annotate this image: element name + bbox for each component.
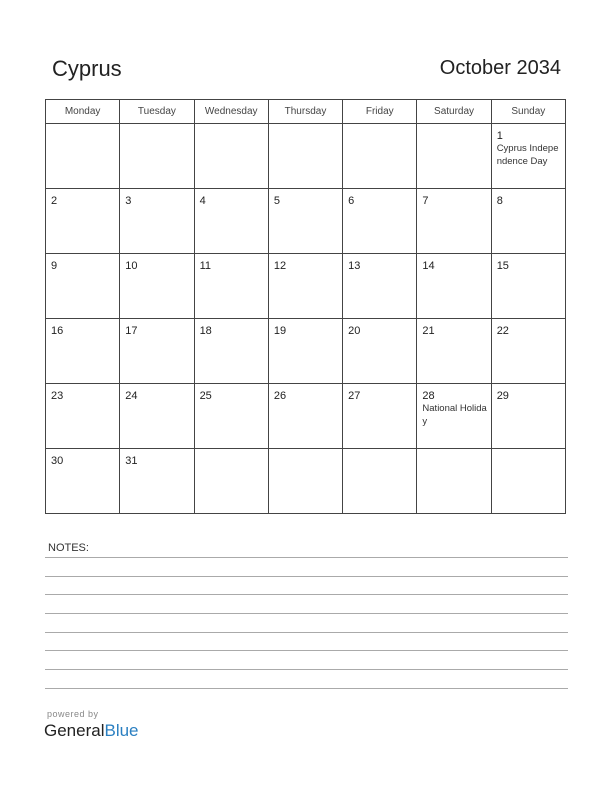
calendar-grid	[45, 99, 566, 514]
day-event	[343, 207, 416, 208]
day-cell	[343, 384, 417, 449]
day-number: 31	[125, 455, 138, 467]
day-event	[120, 130, 193, 131]
weekday-header: Sunday	[491, 100, 565, 124]
day-number: 5	[273, 195, 280, 207]
day-event	[46, 402, 119, 403]
day-event	[120, 272, 193, 273]
day-cell	[120, 254, 194, 319]
notes-line	[45, 613, 568, 614]
day-event	[195, 337, 268, 338]
day-cell	[417, 124, 491, 189]
day-event	[195, 455, 268, 456]
day-cell	[417, 189, 491, 254]
notes-label: NOTES:	[48, 542, 89, 554]
day-number: 20	[348, 325, 361, 337]
day-number: 11	[199, 260, 211, 272]
day-number: 14	[422, 260, 435, 272]
day-number: 30	[51, 455, 64, 467]
day-event	[343, 402, 416, 403]
calendar-month-title: October 2034	[439, 57, 561, 79]
day-number: 28	[422, 390, 435, 402]
day-cell	[268, 319, 342, 384]
brand-general-text: General	[44, 721, 105, 740]
week-row	[46, 449, 566, 514]
day-event	[343, 455, 416, 456]
day-number: 27	[348, 390, 361, 402]
day-event	[492, 455, 565, 456]
notes-line	[45, 576, 568, 577]
day-number: 29	[496, 390, 509, 402]
day-number: 17	[125, 325, 138, 337]
day-cell	[46, 124, 120, 189]
day-number: 13	[348, 260, 361, 272]
day-cell	[491, 189, 565, 254]
day-cell	[491, 449, 565, 514]
day-number: 10	[125, 260, 138, 272]
day-number: 21	[422, 325, 435, 337]
notes-line	[45, 557, 568, 558]
day-cell	[46, 384, 120, 449]
day-cell	[268, 189, 342, 254]
day-cell	[268, 384, 342, 449]
notes-line	[45, 688, 568, 689]
day-event	[417, 130, 490, 131]
weekday-header: Friday	[343, 100, 417, 124]
day-event	[343, 272, 416, 273]
week-row	[46, 384, 566, 449]
day-cell	[194, 124, 268, 189]
day-cell	[417, 254, 491, 319]
day-number: 18	[199, 325, 212, 337]
day-number: 2	[51, 195, 58, 207]
weekday-header: Tuesday	[120, 100, 194, 124]
notes-line	[45, 632, 568, 633]
day-event	[46, 272, 119, 273]
day-cell	[343, 124, 417, 189]
day-cell	[194, 189, 268, 254]
day-event	[120, 402, 193, 403]
weekday-header: Wednesday	[194, 100, 268, 124]
day-event	[46, 337, 119, 338]
notes-line	[45, 669, 568, 670]
weekday-header-row	[46, 100, 566, 124]
day-event	[492, 272, 565, 273]
day-event	[269, 455, 342, 456]
day-cell	[343, 319, 417, 384]
day-cell	[120, 189, 194, 254]
day-number: 15	[496, 260, 509, 272]
day-event: National Holiday	[422, 403, 487, 427]
day-event	[269, 130, 342, 131]
day-event	[46, 207, 119, 208]
day-number: 1	[496, 130, 503, 142]
day-cell	[120, 319, 194, 384]
day-cell	[194, 449, 268, 514]
day-number: 19	[273, 325, 287, 337]
weekday-header: Thursday	[268, 100, 342, 124]
day-cell	[491, 254, 565, 319]
day-cell	[417, 449, 491, 514]
day-cell	[417, 319, 491, 384]
day-cell	[268, 124, 342, 189]
day-cell	[268, 449, 342, 514]
day-cell	[491, 319, 565, 384]
week-row	[46, 319, 566, 384]
day-number: 24	[125, 390, 138, 402]
day-cell	[120, 384, 194, 449]
day-event	[492, 402, 565, 403]
day-number: 22	[496, 325, 509, 337]
day-event	[492, 207, 565, 208]
day-number: 12	[273, 260, 287, 272]
day-cell	[120, 124, 194, 189]
weekday-header: Monday	[46, 100, 120, 124]
week-row	[46, 189, 566, 254]
day-number: 7	[422, 195, 429, 207]
day-cell	[343, 449, 417, 514]
day-event	[195, 207, 268, 208]
week-row	[46, 254, 566, 319]
day-event	[417, 207, 490, 208]
day-number: 23	[51, 390, 64, 402]
day-cell	[46, 254, 120, 319]
notes-line	[45, 594, 568, 595]
day-cell	[46, 319, 120, 384]
day-event	[492, 337, 565, 338]
day-event	[269, 272, 342, 273]
weekday-header: Saturday	[417, 100, 491, 124]
day-number: 8	[496, 195, 503, 207]
day-event	[269, 337, 342, 338]
day-cell	[491, 124, 565, 189]
day-event	[269, 402, 342, 403]
day-cell	[491, 384, 565, 449]
day-cell	[46, 189, 120, 254]
day-event	[417, 455, 490, 456]
calendar-country-title: Cyprus	[52, 56, 122, 81]
day-number: 6	[348, 195, 355, 207]
day-number: 25	[199, 390, 212, 402]
day-event	[269, 207, 342, 208]
day-event	[120, 207, 193, 208]
brand-blue-text: Blue	[104, 721, 139, 740]
generalblue-logo	[44, 721, 139, 741]
day-event	[417, 272, 490, 273]
day-cell	[120, 449, 194, 514]
day-event	[195, 130, 268, 131]
day-number: 3	[125, 195, 132, 207]
day-number: 16	[51, 325, 64, 337]
day-event	[343, 130, 416, 131]
day-cell	[194, 384, 268, 449]
day-event	[195, 402, 268, 403]
day-event	[46, 130, 119, 131]
day-event	[46, 467, 119, 468]
day-event	[417, 337, 490, 338]
week-row	[46, 124, 566, 189]
day-cell	[343, 189, 417, 254]
day-cell	[268, 254, 342, 319]
notes-line	[45, 650, 568, 651]
day-cell	[194, 254, 268, 319]
day-number: 26	[273, 390, 287, 402]
day-cell	[46, 449, 120, 514]
day-cell	[417, 384, 491, 449]
powered-by-text: powered by	[47, 709, 99, 719]
day-number: 9	[51, 260, 58, 272]
day-number: 4	[199, 195, 206, 207]
day-cell	[343, 254, 417, 319]
day-event	[120, 337, 193, 338]
day-event	[343, 337, 416, 338]
day-event: Cyprus Independence Day	[496, 143, 559, 167]
day-event	[195, 272, 268, 273]
day-cell	[194, 319, 268, 384]
day-event	[120, 467, 193, 468]
